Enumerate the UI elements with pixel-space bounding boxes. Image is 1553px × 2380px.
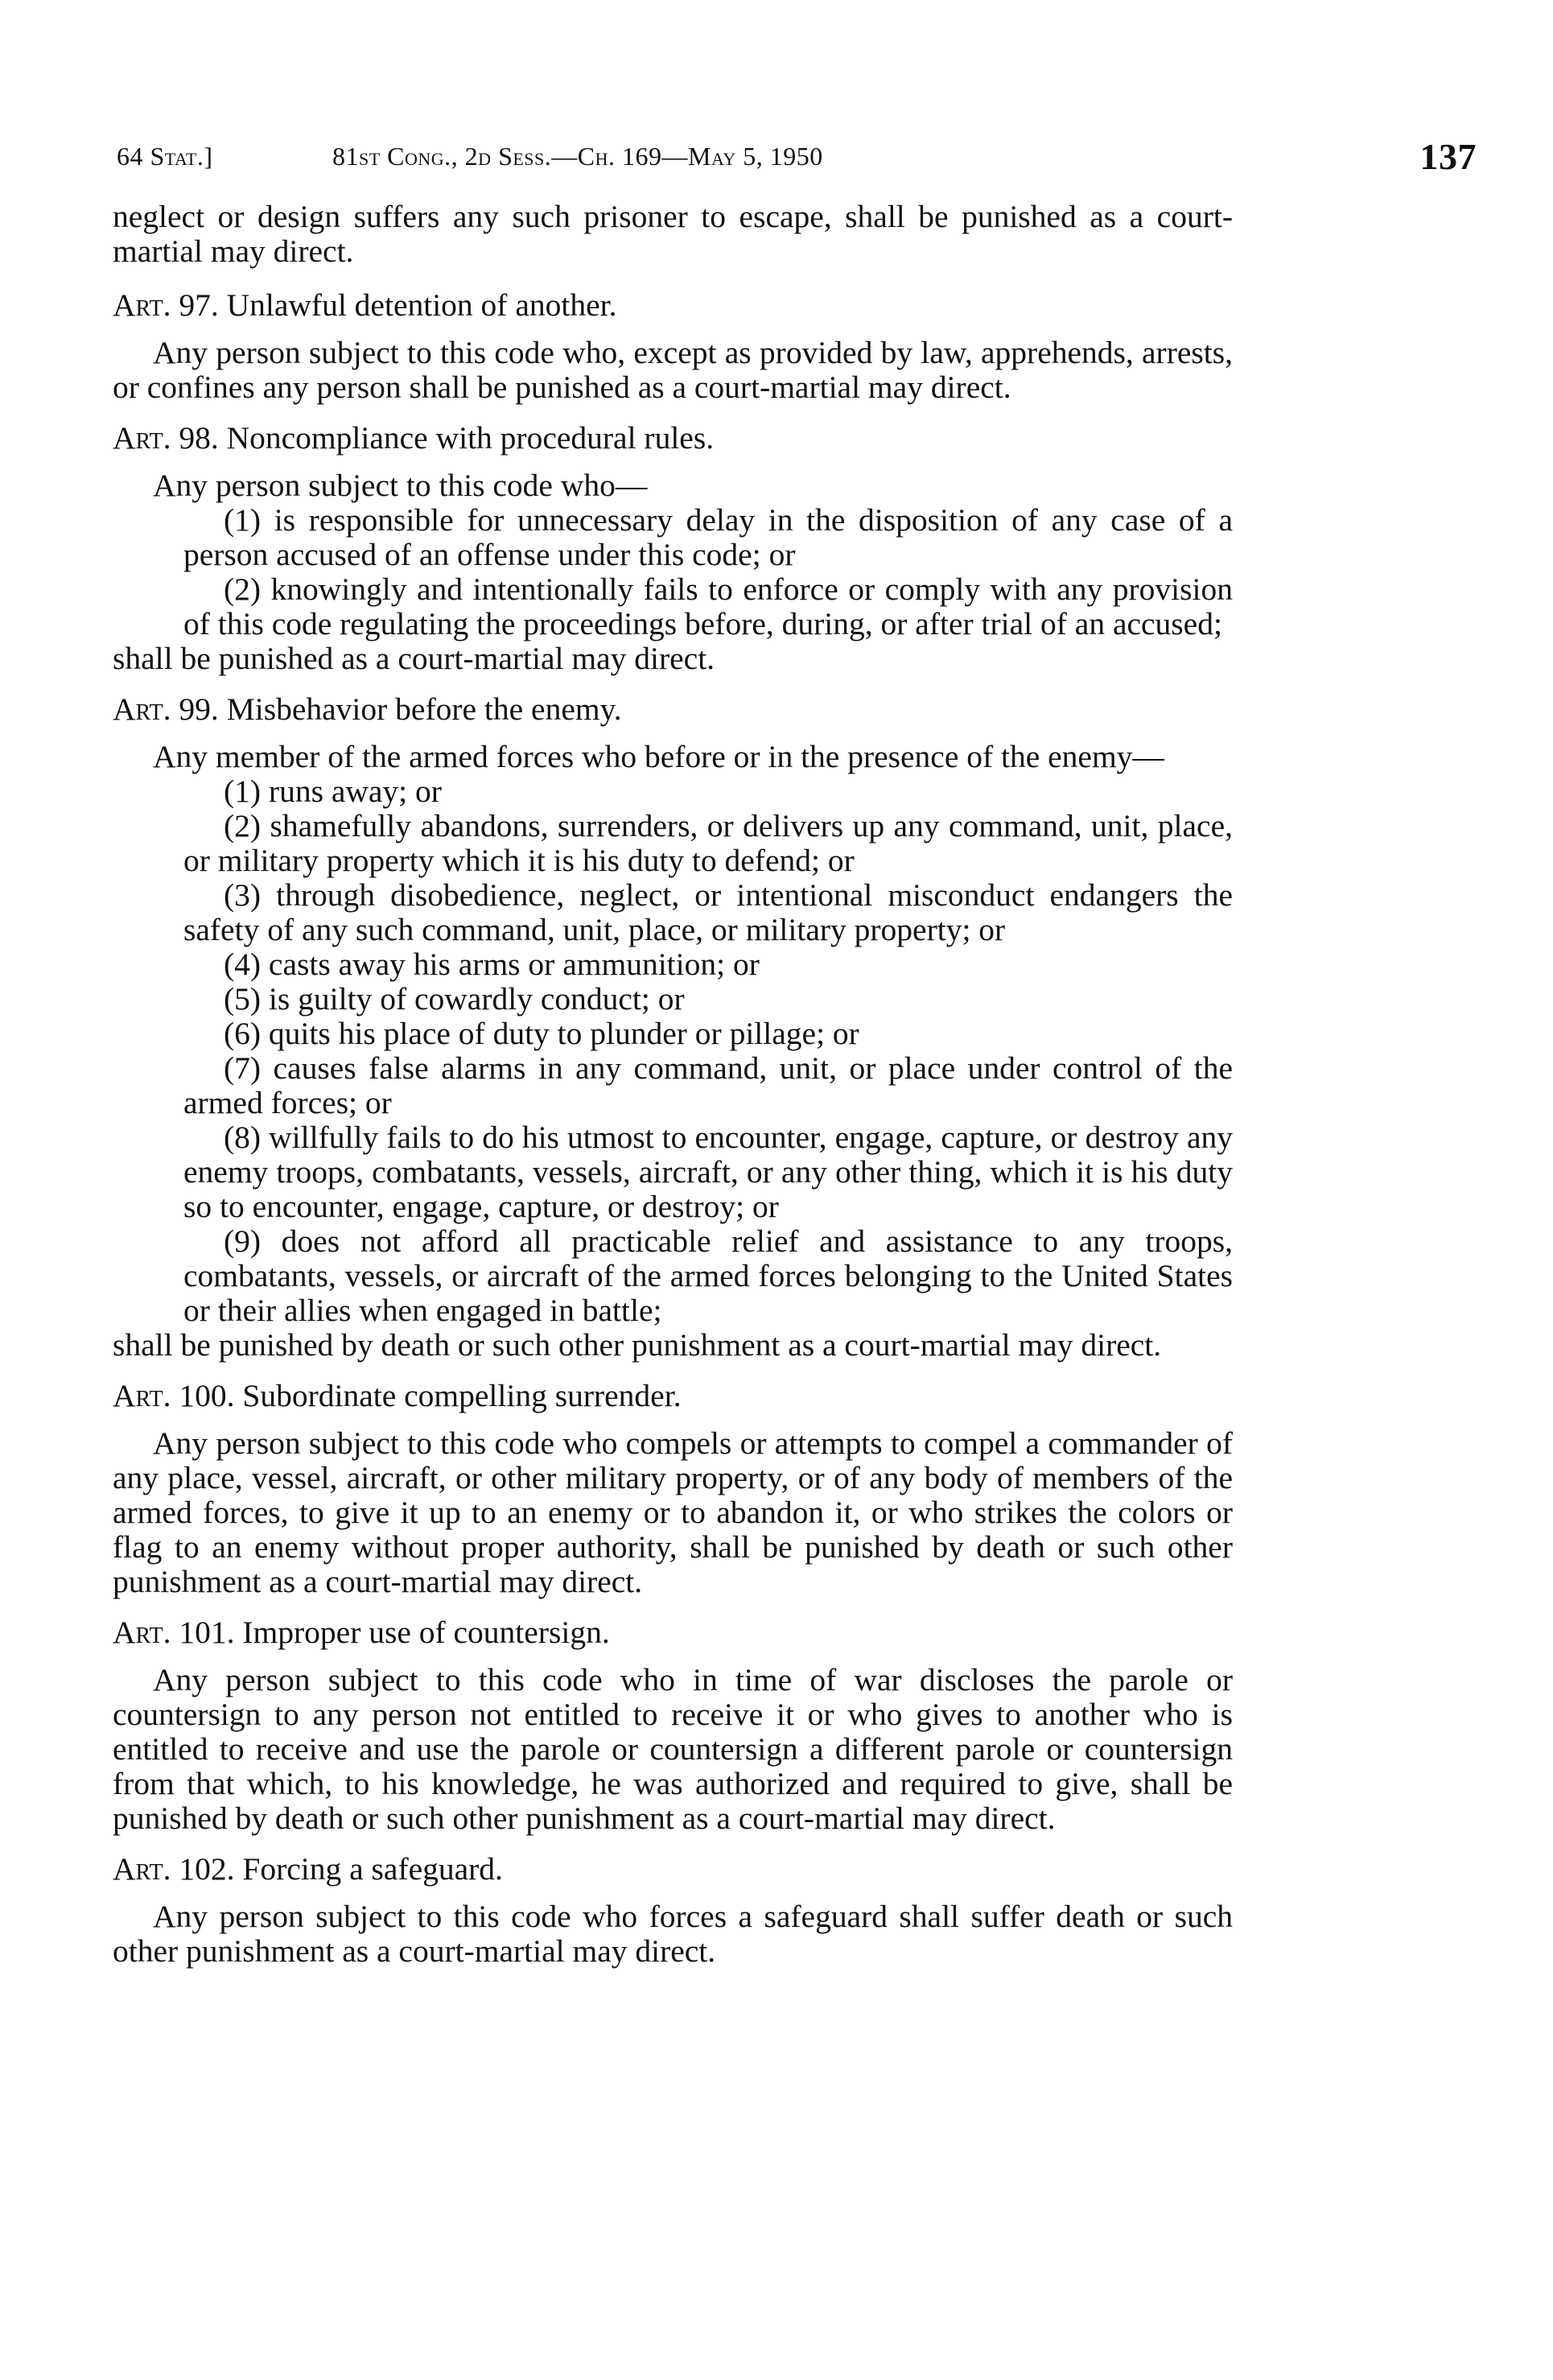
article-clause: (1) is responsible for unnecessary delay in the disposition of any case of a person accused of an offense under this code; or [183,502,1233,572]
article-clause: (5) is guilty of cowardly conduct; or [224,981,685,1017]
article-closing: shall be punished as a court-martial may direct. [113,641,715,676]
article-101 [113,1615,1233,1836]
article-clause: (7) causes false alarms in any command, unit, or place under control of the armed forces; or [183,1050,1233,1120]
article-heading [113,421,1233,456]
article-heading [113,1379,1233,1413]
article-closing: shall be punished by death or such other punishment as a court-martial may direct. [113,1327,1162,1363]
article-97 [113,288,1233,405]
article-text: Any person subject to this code who in time of war discloses the parole or countersign to any person not entitled to receive it or who gives to another who is entitled to receive and use the parole or countersign a different parole or countersign from that which, to his knowledge, he was authorized and required to give, shall be punished by death or such other punishment as a court-martial may direct. [113,1662,1233,1836]
article-label: Art. 101. [113,1615,235,1650]
article-102 [113,1852,1233,1969]
page-header [117,135,1477,187]
article-98 [113,421,1233,676]
article-clause: (8) willfully fails to do his utmost to encounter, engage, capture, or destroy any enemy troops, combatants, vessels, aircraft, or any other thing, which it is his duty so to encounter, engage, capture, or destroy; or [183,1120,1233,1224]
article-clause: (2) knowingly and intentionally fails to enforce or comply with any provision of this code regulating the proceedings before, during, or after trial of an accused; [183,571,1233,641]
article-intro: Any person subject to this code who— [153,468,648,503]
article-clause: (2) shamefully abandons, surrenders, or delivers up any command, unit, place, or military property which it is his duty to defend; or [183,808,1233,878]
article-heading [113,692,1233,727]
page-number: 137 [1419,136,1477,177]
article-clause: (9) does not afford all practicable relief and assistance to any troops, combatants, vessels, or aircraft of the armed forces belonging to the United States or their allies when engaged in battle; [183,1223,1233,1328]
article-title: Subordinate compelling surrender. [242,1378,682,1413]
article-label: Art. 100. [113,1378,235,1413]
article-intro: Any member of the armed forces who before or in the presence of the enemy— [153,739,1164,774]
article-clause: (4) casts away his arms or ammunition; or [224,947,760,982]
article-text: Any person subject to this code who, except as provided by law, apprehends, arrests, or confines any person shall be punished as a court-martial may direct. [113,335,1233,405]
article-text: Any person subject to this code who compels or attempts to compel a commander of any place, vessel, aircraft, or other military property, or of any body of members of the armed forces, to give it up to an enemy or to abandon it, or who strikes the colors or flag to an enemy without proper authority, shall be punished by death or such other punishment as a court-martial may direct. [113,1425,1233,1599]
article-label: Art. 97. [113,287,219,323]
article-clause: (1) runs away; or [224,773,442,809]
article-100 [113,1379,1233,1599]
article-title: Misbehavior before the enemy. [226,691,622,727]
article-text: Any person subject to this code who forces a safeguard shall suffer death or such other punishment as a court-martial may direct. [113,1899,1233,1969]
article-heading [113,1615,1233,1650]
article-heading [113,1852,1233,1887]
article-title: Unlawful detention of another. [226,287,617,323]
article-heading [113,288,1233,323]
article-title: Noncompliance with procedural rules. [226,420,715,456]
congress-session-line: 81st Cong., 2d Sess.—Ch. 169—May 5, 1950 [332,142,823,171]
article-label: Art. 102. [113,1851,235,1887]
article-title: Improper use of countersign. [242,1615,610,1650]
article-label: Art. 99. [113,691,219,727]
article-99 [113,692,1233,1363]
continuation-paragraph: neglect or design suffers any such prisoner to escape, shall be punished as a court-martial may direct. [113,199,1233,269]
article-clause: (3) through disobedience, neglect, or intentional misconduct endangers the safety of any such command, unit, place, or military property; or [183,877,1233,947]
statute-reference: 64 Stat.] [117,142,213,171]
article-label: Art. 98. [113,420,219,456]
document-body [113,200,1233,1985]
article-title: Forcing a safeguard. [242,1851,503,1887]
article-clause: (6) quits his place of duty to plunder or pillage; or [224,1016,859,1051]
